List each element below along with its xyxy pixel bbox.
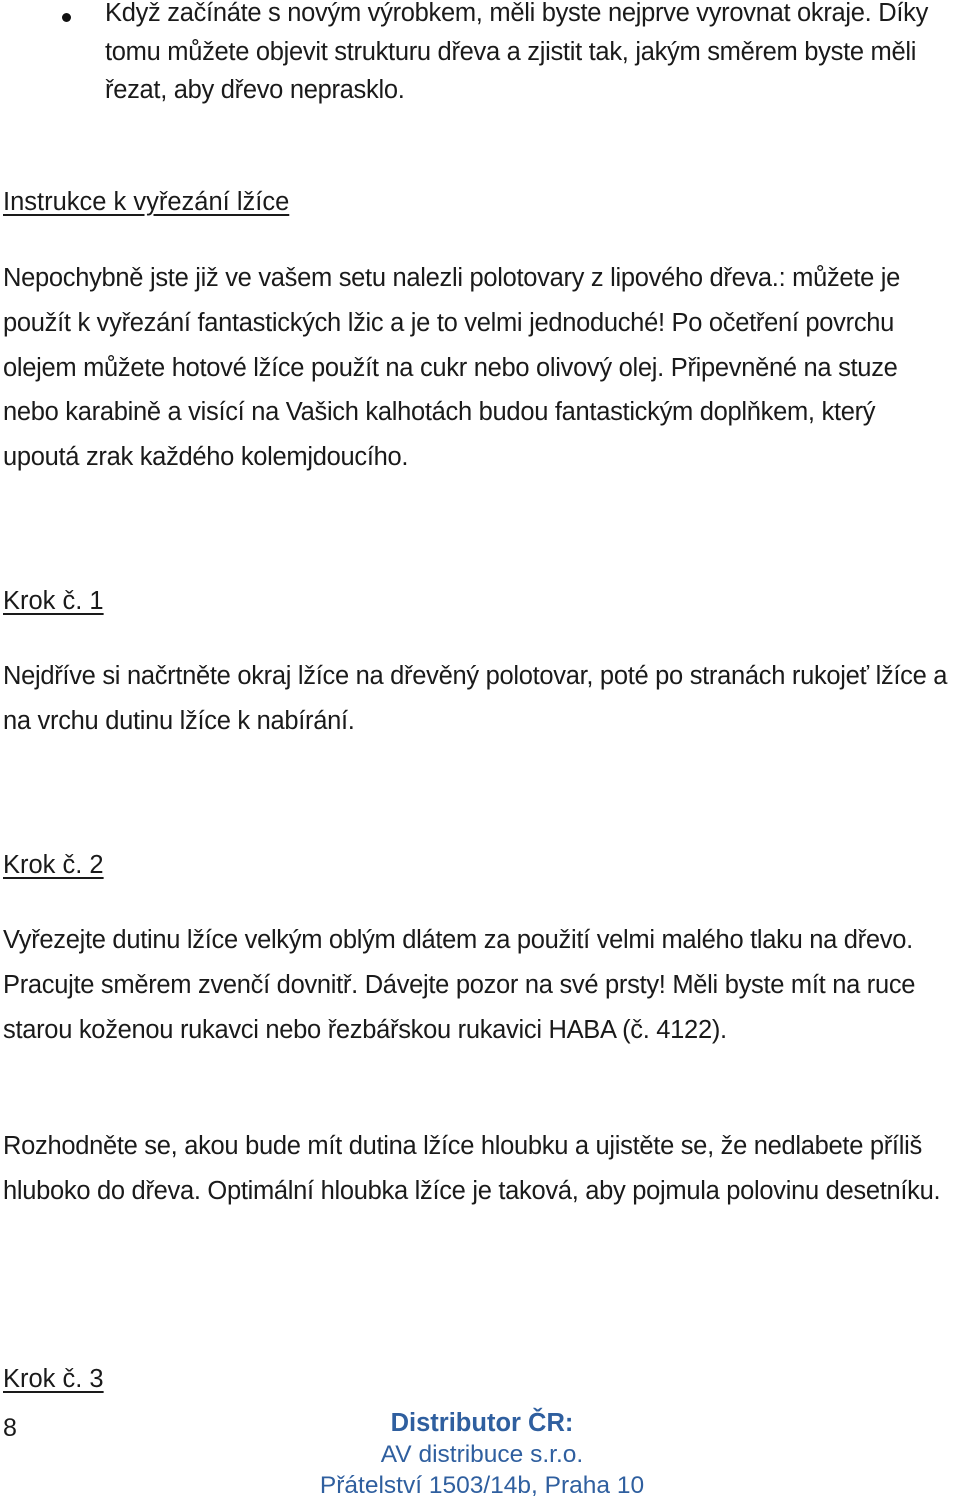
page-number: 8 (3, 1414, 17, 1442)
step-1-paragraph: Nejdříve si načrtněte okraj lžíce na dřevěný polotovar, poté po stranách rukojeť lžíce a na vrchu dutinu lžíce k nabírání. (3, 662, 948, 735)
intro-bullet-text: Když začínáte s novým výrobkem, měli byste nejprve vyrovnat okraje. Díky tomu můžete objevit strukturu dřeva a zjistit tak, jakým směrem byste měli řezat, aby dřevo neprasklо. (105, 0, 929, 104)
footer-title: Distributor ČR: (390, 1409, 574, 1437)
bullet-icon (62, 13, 71, 22)
footer (0, 1408, 960, 1501)
step-3-heading: Krok č. 3 (3, 1365, 104, 1393)
footer-company: AV distribuce s.r.o. (380, 1441, 584, 1468)
section-heading: Instrukce k vyřezání lžíce (3, 188, 290, 216)
section-paragraph: Nepochybně jste již ve vašem setu nalezli polotovary z lipového dřeva.: můžete je použít k vyřezání fantastických lžic a je to velmi jednoduché! Po očetření povrchu olejem můžete hotové lžíce použít na cukr nebo olivový olej. Připevněné na stuze nebo karabině a visící na Vašich kalhotách budou fantastickým doplňkem, který upoutá zrak každého kolemjdoucího. (3, 264, 901, 472)
step-1-heading: Krok č. 1 (3, 587, 104, 615)
step-2-paragraph-1: Vyřezejte dutinu lžíce velkým oblým dlátem za použití velmi malého tlaku na dřevo. Pracujte směrem zvenčí dovnitř. Dávejte pozor na své prsty! Měli byste mít na ruce starou koženou rukavci nebo řezbářskou rukavici HABA (č. 4122). (3, 926, 916, 1044)
footer-address: Přátelství 1503/14b, Praha 10 (319, 1472, 645, 1499)
step-2-heading: Krok č. 2 (3, 851, 104, 879)
step-2-paragraph-2: Rozhodněte se, akou bude mít dutina lžíce hloubku a ujistěte se, že nedlabete příliš hluboko do dřeva. Optimální hloubka lžíce je taková, aby pojmula polovinu desetníku. (3, 1132, 941, 1205)
